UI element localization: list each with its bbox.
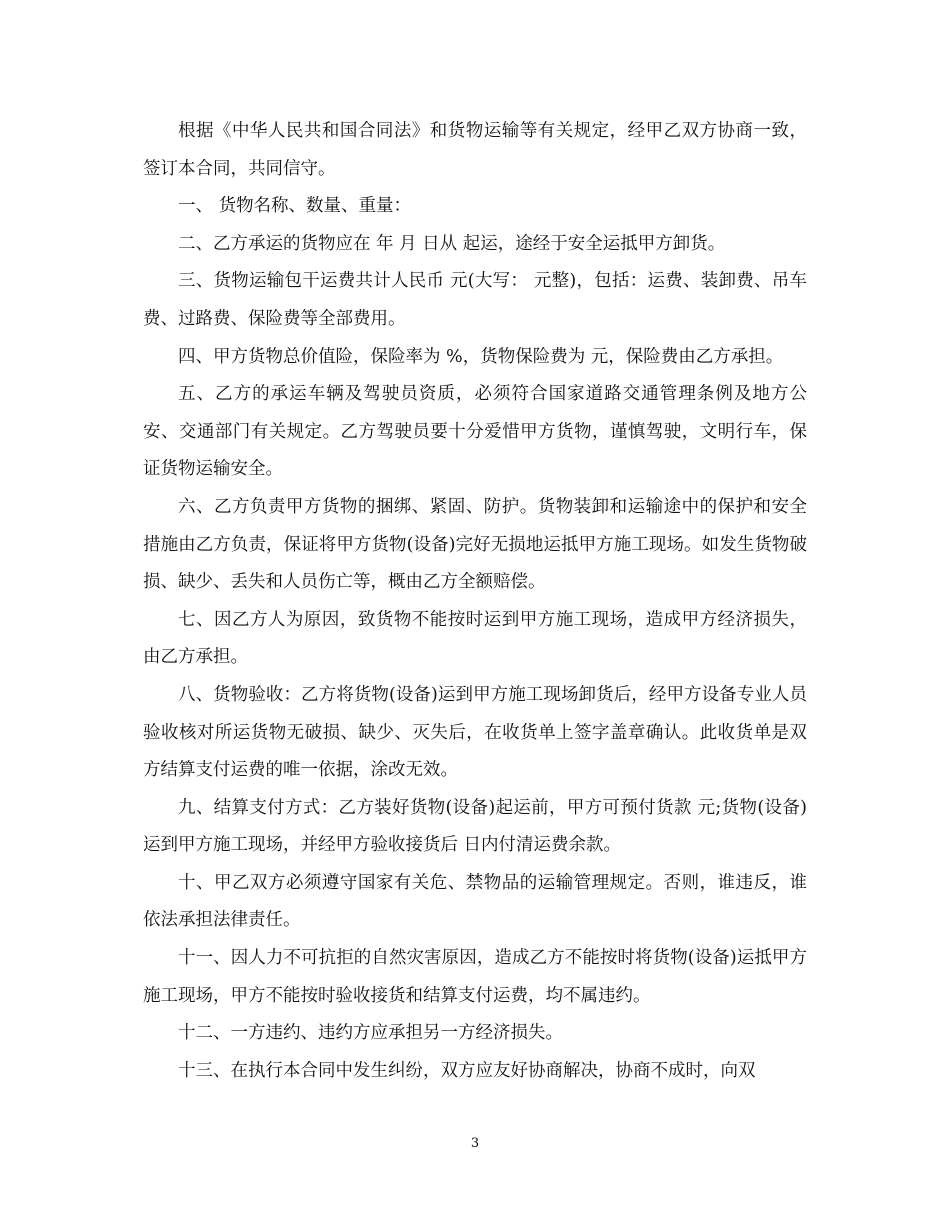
contract-body xyxy=(143,113,807,1090)
page-number: 3 xyxy=(470,1136,480,1151)
paragraph-clause-5: 五、乙方的承运车辆及驾驶员资质，必须符合国家道路交通管理条例及地方公安、交通部门有关规定。乙方驾驶员要十分爱惜甲方货物，谨慎驾驶，文明行车，保证货物运输安全。 xyxy=(143,384,807,480)
paragraph-clause-3: 三、货物运输包干运费共计人民币 元(大写： 元整)，包括：运费、装卸费、吊车费、过路费、保险费等全部费用。 xyxy=(143,271,807,329)
paragraph-clause-7: 七、因乙方人为原因，致货物不能按时运到甲方施工现场，造成甲方经济损失，由乙方承担。 xyxy=(143,609,807,668)
paragraph-clause-12: 十二、一方违约、违约方应承担另一方经济损失。 xyxy=(178,1023,563,1044)
paragraph-preamble: 根据《中华人民共和国合同法》和货物运输等有关规定，经甲乙双方协商一致，签订本合同，共同信守。 xyxy=(143,121,807,179)
paragraph-clause-6: 六、乙方负责甲方货物的捆绑、紧固、防护。货物装卸和运输途中的保护和安全措施由乙方负责，保证将甲方货物(设备)完好无损地运抵甲方施工现场。如发生货物破损、缺少、丢失和人员伤亡等，概由乙方全额赔偿。 xyxy=(143,496,807,593)
paragraph-clause-2: 二、乙方承运的货物应在 年 月 日从 起运，途经于安全运抵甲方卸货。 xyxy=(178,233,726,254)
paragraph-clause-11: 十一、因人力不可抗拒的自然灾害原因，造成乙方不能按时将货物(设备)运抵甲方施工现场，甲方不能按时验收接货和结算支付运费，均不属违约。 xyxy=(143,948,807,1006)
paragraph-clause-8: 八、货物验收：乙方将货物(设备)运到甲方施工现场卸货后，经甲方设备专业人员验收核对所运货物无破损、缺少、灭失后，在收货单上签字盖章确认。此收货单是双方结算支付运费的唯一依据，涂改无效。 xyxy=(143,684,807,781)
paragraph-clause-9: 九、结算支付方式：乙方装好货物(设备)起运前，甲方可预付货款 元;货物(设备)运到甲方施工现场，并经甲方验收接货后 日内付清运费余款。 xyxy=(143,797,807,856)
paragraph-clause-4: 四、甲方货物总价值险，保险率为 %，货物保险费为 元，保险费由乙方承担。 xyxy=(178,346,784,367)
paragraph-clause-10: 十、甲乙双方必须遵守国家有关危、禁物品的运输管理规定。否则，谁违反，谁依法承担法律责任。 xyxy=(143,872,807,931)
paragraph-clause-13: 十三、在执行本合同中发生纠纷，双方应友好协商解决，协商不成时，向双 xyxy=(178,1060,756,1081)
paragraph-clause-1: 一、 货物名称、数量、重量： xyxy=(178,196,412,217)
